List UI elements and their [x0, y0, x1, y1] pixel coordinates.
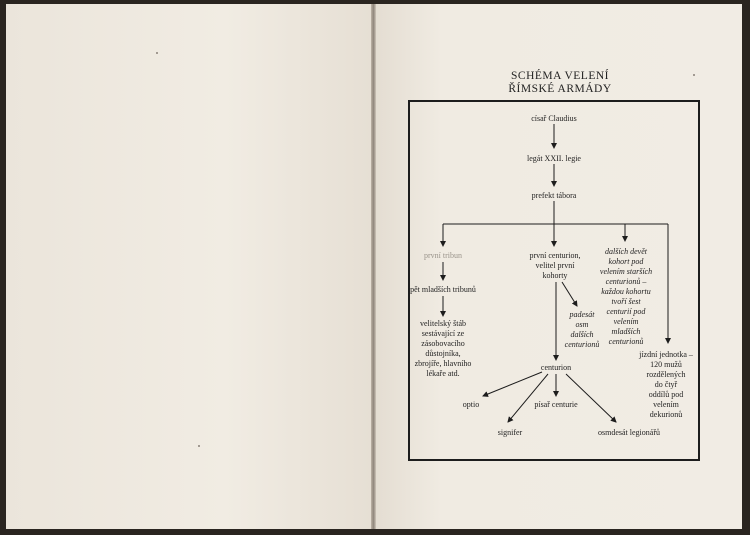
node-nine-cohorts-line: centurionů — [608, 337, 644, 346]
node-fifty-eight-line: dalších — [570, 330, 594, 339]
node-cavalry-line: oddílů pod — [648, 390, 684, 399]
node-staff — [408, 319, 478, 379]
node-cavalry-line: rozdělených — [646, 370, 686, 379]
node-cavalry-line: 120 mužů — [650, 360, 682, 369]
node-staff-line: zásobovacího — [421, 339, 465, 348]
node-cavalry-line: do čtyř — [654, 380, 678, 389]
node-centurion: centurion — [540, 363, 572, 372]
node-signifer: signifer — [497, 428, 523, 437]
arrow-to-signifer — [508, 374, 548, 422]
node-fifty-eight-line: padesát — [569, 310, 595, 319]
node-prefect: prefekt tábora — [531, 191, 577, 200]
node-legate: legát XXII. legie — [527, 154, 581, 163]
node-first-centurion — [519, 251, 591, 281]
node-nine-cohorts-line: tvoří šest — [611, 297, 641, 306]
node-staff-line: sestávající ze — [421, 329, 465, 338]
node-fifty-eight-line: centurionů — [564, 340, 600, 349]
chart-title-line-2: ŘÍMSKÉ ARMÁDY — [508, 83, 612, 95]
node-cavalry-line: velením — [653, 400, 679, 409]
node-cavalry-line: dekurionů — [649, 410, 683, 419]
node-nine-cohorts-line: velením — [613, 317, 639, 326]
node-emperor: císař Claudius — [531, 114, 577, 123]
node-nine-cohorts-line: každou kohortu — [601, 287, 651, 296]
node-fifty-eight-centurions — [559, 310, 605, 350]
node-staff-line: důstojníka, — [425, 349, 461, 358]
node-nine-cohorts-line: centurionů – — [605, 277, 647, 286]
node-scribe: písař centurie — [534, 400, 578, 409]
node-nine-cohorts-line: dalších devět — [605, 247, 647, 256]
node-fifty-eight-line: osm — [575, 320, 589, 329]
node-nine-cohorts-line: velením starších — [599, 267, 653, 276]
node-nine-cohorts-line: mladších — [611, 327, 641, 336]
chart-title-line-1: SCHÉMA VELENÍ — [511, 70, 609, 82]
node-cavalry-line: jízdní jednotka – — [639, 350, 693, 359]
node-nine-cohorts-line: kohort pod — [608, 257, 644, 266]
node-first-centurion-line: velitel první — [535, 261, 575, 270]
arrow-to-legionaries — [566, 374, 616, 422]
node-staff-line: lékaře atd. — [426, 369, 460, 378]
node-nine-cohorts-line: centurií pod — [606, 307, 646, 316]
node-five-tribunes: pět mladších tribunů — [410, 285, 476, 294]
node-staff-line: velitelský štáb — [420, 319, 466, 328]
node-optio: optio — [462, 400, 480, 409]
arrow-to-fifty-eight — [562, 282, 577, 306]
node-legionaries: osmdesát legionářů — [598, 428, 660, 437]
node-first-centurion-line: kohorty — [542, 271, 568, 280]
node-staff-line: zbrojíře, hlavního — [414, 359, 472, 368]
node-first-tribune: první tribun — [424, 251, 462, 260]
node-first-centurion-line: první centurion, — [529, 251, 581, 260]
node-cavalry — [634, 350, 698, 420]
